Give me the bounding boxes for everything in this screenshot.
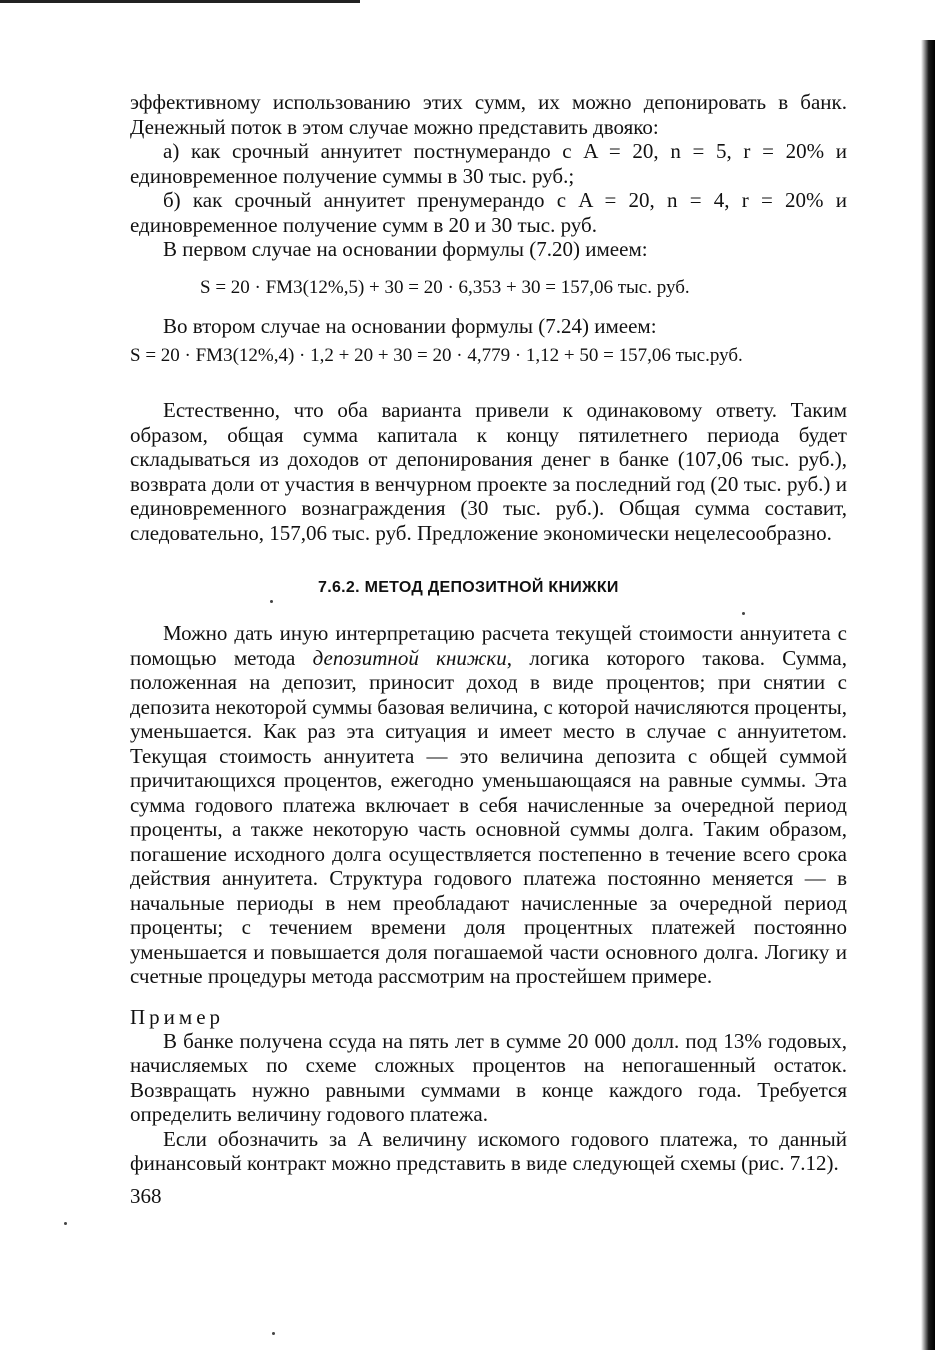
formula-second-case: S = 20 · FM3(12%,4) · 1,2 + 20 + 30 = 20 · 4,779 · 1,12 + 50 = 157,06 тыс.руб. [130,345,743,366]
scan-speck [64,1222,67,1225]
scan-speck [272,1332,275,1335]
paragraph-example: В банке получена ссуда на пять лет в сумме 20 000 долл. под 13% годовых, начисляемых по схеме сложных процентов на непогашенный остаток. Возвращать нужно равными суммами в конце каждого года. Требуется определить величину годового платежа. [130,1028,847,1126]
section-heading: 7.6.2. МЕТОД ДЕПОЗИТНОЙ КНИЖКИ [318,579,619,596]
paragraph-first-case: В первом случае на основании формулы (7.20) имеем: [163,237,648,261]
page-edge-shadow [921,40,935,1350]
text-run: , логика которого такова. Сумма, положенная на депозит, приносит доход в виде процентов; при снятии с депозита некоторой суммы базовая величина, с которой начисляются проценты, уменьшается. Как раз эта ситуация и имеет место в случае с аннуитетом. Текущая стоимость аннуитета — это величина депозита с общей суммой причитающихся процентов, ежегодно уменьшающаяся на равные суммы. Эта сумма годового платежа включает в себя начисленные за очередной период проценты, а также некоторую часть основной суммы долга. Таким образом, погашение исходного долга осуществляется постепенно в течение всего срока действия аннуитета. Структура годового платежа постоянно меняется — в начальные периоды в нем преобладают начисленные за очередной период проценты; с течением времени доля процентных платежей постоянно уменьшается и повышается доля погашаемой части основного долга. Логику и счетные процедуры метода рассмотрим на простейшем примере. [130,645,847,988]
top-rule [0,0,360,3]
formula-first-case: S = 20 · FM3(12%,5) + 30 = 20 · 6,353 + 30 = 157,06 тыс. руб. [200,276,690,298]
emphasized-term: депозитной книжки [312,645,507,670]
paragraph-continuation: эффективному использованию этих сумм, их можно депонировать в банк. Денежный поток в этом случае можно представить двояко: [130,90,847,139]
paragraph-option-b: б) как срочный аннуитет пренумерандо с A = 20, n = 4, r = 20% и единовременное получение сумм в 20 и 30 тыс. руб. [130,188,847,237]
paragraph-conclusion: Естественно, что оба варианта привели к одинаковому ответу. Таким образом, общая сумма капитала к концу пятилетнего периода будет складываться из доходов от депонирования денег в банке (107,06 тыс. руб.), возврата доли от участия в венчурном проекте за последний год (20 тыс. руб.) и единовременного вознаграждения (30 тыс. руб.). Общая сумма составит, следовательно, 157,06 тыс. руб. Предложение экономически нецелесообразно. [130,398,847,545]
paragraph-scheme: Если обозначить за A величину искомого годового платежа, то данный финансовый контракт можно представить в виде следующей схемы (рис. 7.12). [130,1126,847,1175]
page-number: 368 [130,1183,162,1208]
paragraph-option-a: а) как срочный аннуитет постнумерандо с A = 20, n = 5, r = 20% и единовременное получение суммы в 30 тыс. руб.; [130,139,847,188]
example-label: Пример [130,1004,225,1029]
paragraph-second-case: Во втором случае на основании формулы (7.24) имеем: [163,313,657,338]
page-body [130,90,847,1208]
text-run: Можно дать иную интерпретацию расчета текущей стоимости аннуитета с помощью метода [130,621,847,670]
paragraph-deposit-method [130,621,847,989]
